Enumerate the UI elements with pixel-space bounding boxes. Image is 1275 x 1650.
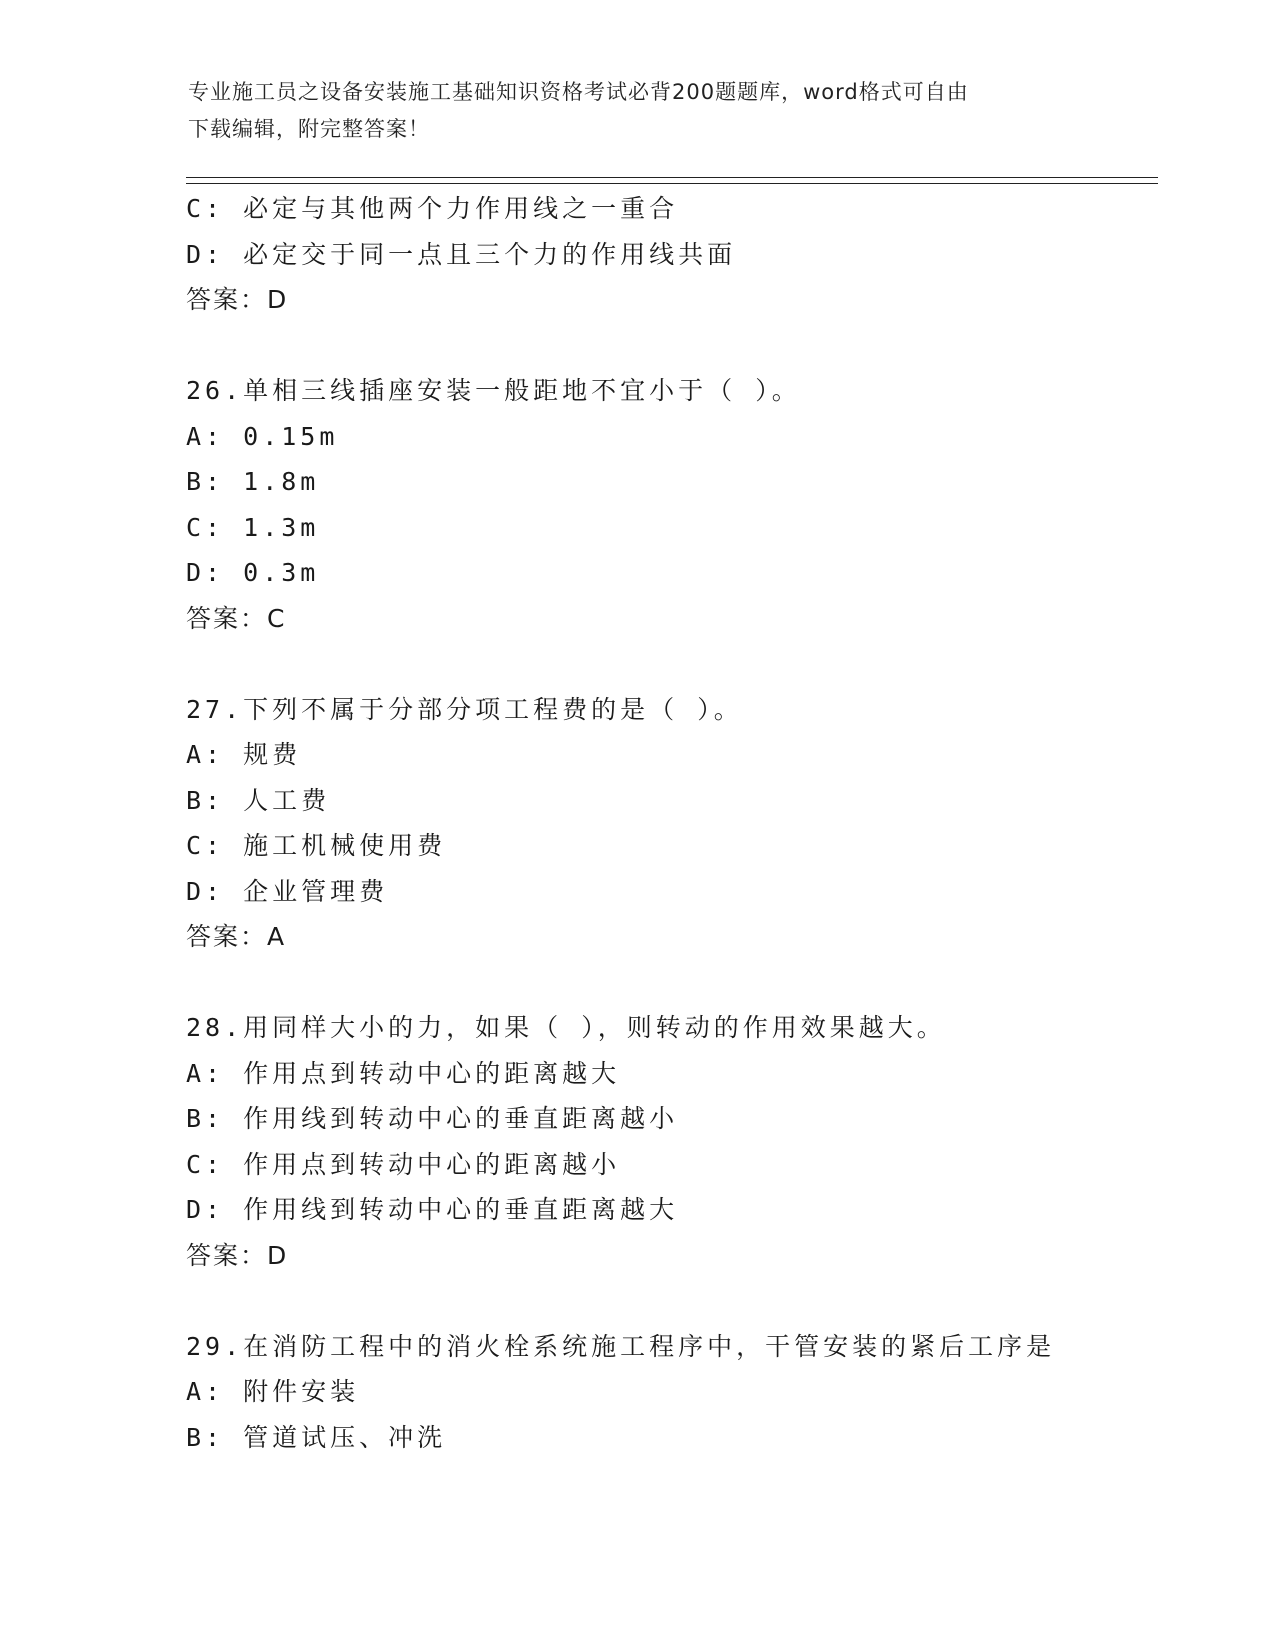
option-b: B: 1.8m xyxy=(186,467,320,496)
header-line-2: 下载编辑，附完整答案！ xyxy=(188,117,430,141)
answer-line: 答案：D xyxy=(186,1240,289,1270)
question-list xyxy=(186,186,1166,1460)
option-b: B: 人工费 xyxy=(186,785,331,815)
question-block xyxy=(186,1324,1166,1461)
option-c: C: 必定与其他两个力作用线之一重合 xyxy=(186,194,679,223)
answer-line: 答案：A xyxy=(186,922,287,951)
question-text: 27.下列不属于分部分项工程费的是（ ）。 xyxy=(186,694,743,724)
question-block xyxy=(186,368,1166,641)
option-c: C: 1.3m xyxy=(186,512,320,542)
question-block xyxy=(186,186,1166,323)
question-block xyxy=(186,1005,1166,1278)
option-a: A: 0.15m xyxy=(186,421,339,451)
option-b: B: 作用线到转动中心的垂直距离越小 xyxy=(186,1104,679,1133)
option-c: C: 施工机械使用费 xyxy=(186,831,447,860)
option-d: D: 必定交于同一点且三个力的作用线共面 xyxy=(186,239,737,269)
option-d: D: 0.3m xyxy=(186,558,320,587)
answer-line: 答案：C xyxy=(186,603,287,633)
header-line-1: 专业施工员之设备安装施工基础知识资格考试必背200题题库，word格式可自由 xyxy=(188,80,969,104)
option-a: A: 规费 xyxy=(186,740,302,769)
option-a: A: 附件安装 xyxy=(186,1377,360,1406)
question-text: 28.用同样大小的力，如果（ ），则转动的作用效果越大。 xyxy=(186,1013,946,1042)
option-d: D: 企业管理费 xyxy=(186,876,389,906)
option-b: B: 管道试压、冲洗 xyxy=(186,1422,447,1452)
option-c: C: 作用点到转动中心的距离越小 xyxy=(186,1149,621,1179)
question-text: 29.在消防工程中的消火栓系统施工程序中，干管安装的紧后工序是 xyxy=(186,1331,1056,1361)
document-header xyxy=(188,74,1088,148)
answer-line: 答案：D xyxy=(186,285,289,314)
question-block xyxy=(186,687,1166,960)
question-text: 26.单相三线插座安装一般距地不宜小于（ ）。 xyxy=(186,376,801,405)
option-a: A: 作用点到转动中心的距离越大 xyxy=(186,1058,621,1088)
option-d: D: 作用线到转动中心的垂直距离越大 xyxy=(186,1195,679,1224)
header-double-rule xyxy=(186,177,1158,184)
